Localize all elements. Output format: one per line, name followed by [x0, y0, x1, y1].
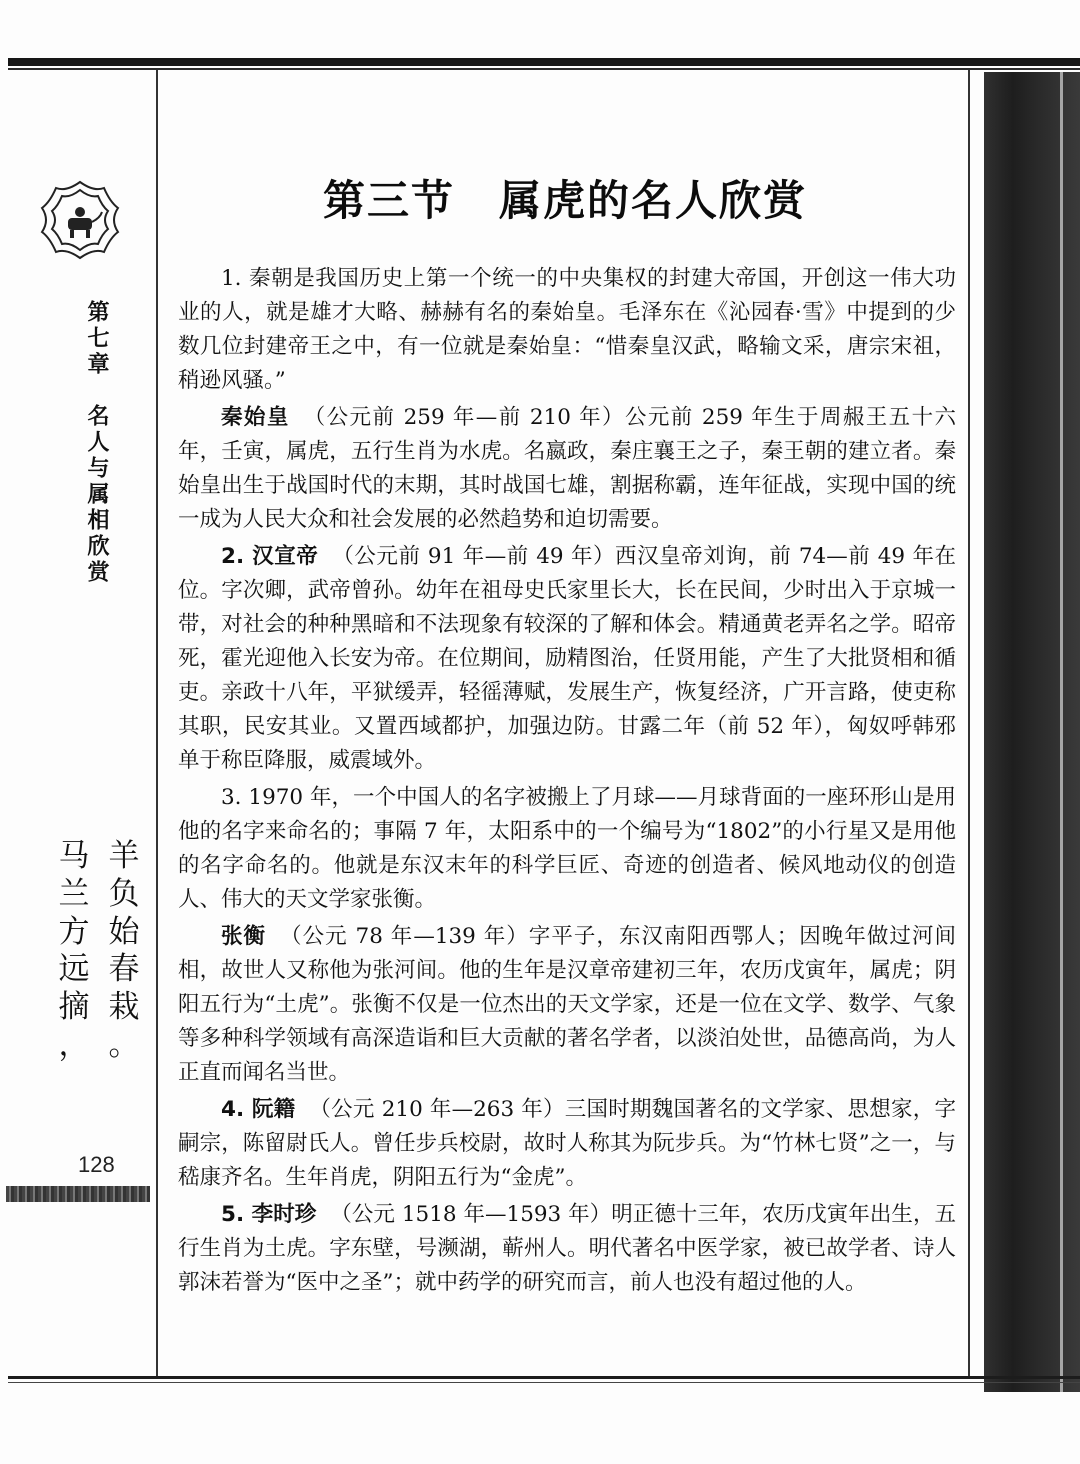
- paragraph: [178, 920, 956, 1090]
- paragraph: [178, 781, 956, 917]
- poem-char: 马: [58, 838, 90, 874]
- poem-char: ，: [58, 1027, 90, 1064]
- paragraph-lead: 张衡: [221, 924, 267, 949]
- bottom-rule-thin: [8, 1382, 1080, 1383]
- poem-char: 春: [108, 951, 140, 988]
- left-margin-column: [0, 70, 158, 1376]
- paragraph-lead: 5. 李时珍: [221, 1202, 317, 1227]
- tiger-emblem-icon: [38, 178, 122, 262]
- page-number-bar: [6, 1186, 150, 1202]
- paragraph-text: （公元前 91 年—前 49 年）西汉皇帝刘询，前 74—前 49 年在位。字次卿，武帝曾孙。幼年在祖母史氏家里长大，长在民间，少时出入于京城一带，对社会的种种黑暗和不法现象有较深的了解和体会。精通黄老弄名之学。昭帝死，霍光迎他入长安为帝。在位期间，励精图治，任贤用能，产生了大批贤相和循吏。亲政十八年，平狱缓弄，轻徭薄赋，发展生产，恢复经济，广开言路，使吏称其职，民安其业。又置西域都护，加强边防。甘露二年（前 52 年），匈奴呼韩邪单于称臣降服，威震域外。: [178, 544, 956, 773]
- poem-char: 羊: [108, 838, 140, 874]
- paragraph-text: 1. 秦朝是我国历史上第一个统一的中央集权的封建大帝国，开创这一伟大功业的人，就是雄才大略、赫赫有名的秦始皇。毛泽东在《沁园春·雪》中提到的少数几位封建帝王之中，有一位就是秦始皇：“惜秦皇汉武，略输文采，唐宗宋祖，稍逊风骚。”: [178, 266, 956, 393]
- paragraph: [178, 401, 956, 537]
- poem-char: 兰: [58, 875, 90, 912]
- section-title: 第三节 属虎的名人欣赏: [322, 176, 807, 225]
- poem-char: 。: [108, 1027, 140, 1064]
- poem-char: 摘: [58, 989, 90, 1026]
- right-column-divider: [968, 70, 970, 1376]
- paragraph-lead: 4. 阮籍: [221, 1097, 296, 1122]
- poem-char: 负: [108, 875, 140, 912]
- paragraph-lead: 秦始皇: [221, 405, 290, 430]
- poem-char: 栽: [108, 989, 140, 1026]
- paragraph: [178, 1198, 956, 1300]
- page-number: 128: [78, 1152, 115, 1177]
- paragraph: [178, 262, 956, 398]
- paragraph-text: （公元前 259 年—前 210 年）公元前 259 年生于周赧王五十六年，壬寅，属虎，五行生肖为水虎。名嬴政，秦庄襄王之子，秦王朝的建立者。秦始皇出生于战国时代的末期，其时战国七雄，割据称霸，连年征战，实现中国的统一成为人民大众和社会发展的必然趋势和迫切需要。: [178, 405, 956, 532]
- poem-char: 方: [58, 913, 90, 950]
- paragraph: [178, 540, 956, 778]
- poem-char: 始: [108, 913, 140, 950]
- paragraph-text: （公元 78 年—139 年）字平子，东汉南阳西鄂人；因晚年做过河间相，故世人又称他为张河间。他的生年是汉章帝建初三年，农历戊寅年，属虎；阴阳五行为“土虎”。张衡不仅是一位杰出的天文学家，还是一位在文学、数学、气象等多种科学领域有高深造诣和巨大贡献的著名学者，以淡泊处世，品德高尚，为人正直而闻名当世。: [178, 924, 956, 1085]
- paragraph-lead: 2. 汉宣帝: [221, 544, 319, 569]
- top-rule: [8, 58, 1080, 66]
- paragraph: [178, 1093, 956, 1195]
- poem-right-column: [104, 838, 144, 1065]
- top-rule-thin: [8, 68, 1080, 70]
- paragraph-text: （公元 210 年—263 年）三国时期魏国著名的文学家、思想家，字嗣宗，陈留尉氏人。曾任步兵校尉，故时人称其为阮步兵。为“竹林七贤”之一，与嵇康齐名。生年肖虎，阴阳五行为“金虎”。: [178, 1097, 956, 1190]
- bottom-rule: [8, 1376, 1080, 1379]
- poem-char: 远: [58, 951, 90, 988]
- paragraph-text: 3. 1970 年，一个中国人的名字被搬上了月球——月球背面的一座环形山是用他的名字来命名的；事隔 7 年，太阳系中的一个编号为“1802”的小行星又是用他的名字命名的。他就是东汉末年的科学巨匠、奇迹的创造者、候风地动仪的创造人、伟大的天文学家张衡。: [178, 785, 956, 912]
- calligraphy-strip-line: [1060, 72, 1063, 1392]
- left-column-divider: [156, 70, 158, 1376]
- poem-left-column: [54, 838, 94, 1065]
- calligraphy-strip: [984, 72, 1080, 1392]
- chapter-heading: 第七章 名人与属相欣赏: [84, 300, 109, 586]
- article-body: [178, 262, 956, 1303]
- paragraph-text: （公元 1518 年—1593 年）明正德十三年，农历戊寅年出生，五行生肖为土虎。字东壁，号濒湖，蕲州人。明代著名中医学家，被已故学者、诗人郭沫若誉为“医中之圣”；就中药学的研究而言，前人也没有超过他的人。: [178, 1202, 956, 1295]
